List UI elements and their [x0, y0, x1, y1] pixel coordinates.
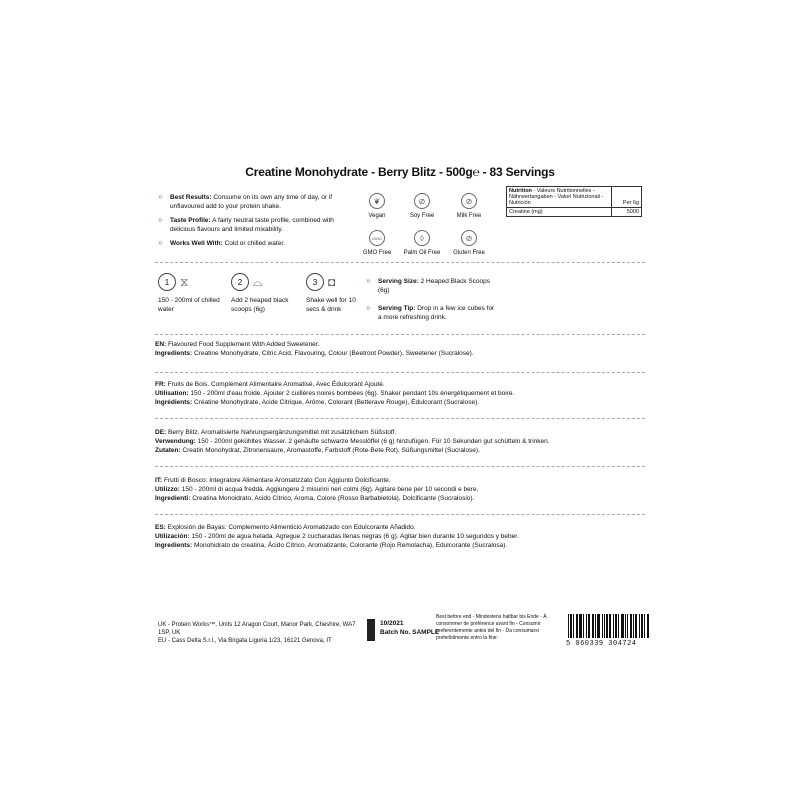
- date-marker: [367, 619, 375, 641]
- divider: [155, 372, 645, 373]
- bullet-taste-profile: [158, 216, 343, 234]
- step-number: 1: [158, 273, 176, 291]
- batch-number: Batch No. SAMPLE: [380, 629, 440, 636]
- gmo-icon: GMO: [369, 230, 385, 246]
- bullet-best-results: [158, 193, 343, 211]
- lang-block-de: DE: Berry Blitz. Aromatisierte Nahrungsergänzungsmittel mit zusätzlichem Süßstoff. Verwendung: 150 - 200ml gekühltes Wasser. 2 gehäufte schwarze Messlöffel (6 g) hinzufügen. Für 10 Sekunden gut schütteln & trinken. Zutaten: Creatin Monohydrat, Zitronensaure, Aromastoffe, Farbstoff (Rote-Bete Rot), Süßungsmittel (Sucralose).: [155, 429, 550, 454]
- step-number: 3: [306, 273, 324, 291]
- bullet-label: Taste Profile:: [170, 217, 211, 224]
- divider: [155, 418, 645, 419]
- bullet-text: Consume on its own any time of day, or if unflavoured add to your protein shake.: [170, 194, 333, 210]
- page-title: Creatine Monohydrate - Berry Blitz - 500g℮ - 83 Servings: [245, 165, 555, 179]
- lang-block-en: EN: Flavoured Food Supplement With Added Sweetener. Ingredients: Creatine Monohydrate, Citric Acid, Flavouring, Colour (Beetroot Powder), Sweetener (Sucralose).: [155, 341, 474, 357]
- milk-icon: ⊘: [461, 193, 477, 209]
- nutrition-per: Per 6g: [612, 187, 642, 208]
- info-bullets: [158, 193, 343, 248]
- step-text: Add 2 heaped black scoops (6g): [231, 297, 289, 313]
- wheat-icon: ⊘: [461, 230, 477, 246]
- footer-addresses: [158, 621, 363, 645]
- step-3: [306, 273, 366, 314]
- drop-icon: ◊: [414, 230, 430, 246]
- nutrition-row: [507, 208, 642, 217]
- soy-icon: ⊘: [414, 193, 430, 209]
- barcode-bar: [649, 614, 650, 638]
- nutrition-row-label: Creatine (mg): [507, 208, 612, 217]
- lang-block-es: ES: Explosión de Bayas: Complemento Alimenticio Aromatizado con Edulcorante Añadido. Utilización: 150 - 200ml de agua helada. Agregue 2 cucharadas llenas negras (6 g). Agitar bien durante 10 segundos y beber. Ingredients: Monohidrato de creatina, Ácido Cítrico, Aromatizante, Colorante (Rojo Remolacha), Edulcorante (Sucralosa).: [155, 524, 519, 549]
- nutrition-row-value: 5000: [612, 208, 642, 217]
- serving-info: [366, 277, 496, 322]
- step-text: 150 - 200ml of chilled water: [158, 297, 220, 313]
- step-text: Shake well for 10 secs & drink: [306, 297, 356, 313]
- step-number: 2: [231, 273, 249, 291]
- divider: [155, 334, 645, 335]
- step-1: [158, 273, 228, 314]
- lang-block-it: IT: Frutti di Bosco: Integratore Alimentare Aromatizzato Con Aggiunto Dolcificante. Utilizzo: 150 - 200ml di acqua fredda. Aggiungere 2 misurini neri colmi (6g). Agitare bene per 10 secondi e bere. Ingredienti: Creatina Monoidrato, Acido Citrico, Aroma, Colore (Rosso Barbabietola), Dolcificante (Sucralosio).: [155, 477, 479, 502]
- chevron-icon: »: [366, 303, 371, 312]
- divider: [155, 262, 645, 263]
- step-2: [231, 273, 301, 314]
- chevron-icon: »: [158, 215, 163, 224]
- best-before: Best before end - Mindestens haltbar bis Ende - À consommer de préférence avant fin - Consumir preferentemente antes del fin - Da consumarsi preferibilmente entro la fine:: [436, 614, 547, 641]
- lang-block-fr: FR: Fruits de Bois. Complément Alimentaire Aromatisé, Avec Édulcorant Ajouté. Utilisation: 150 - 200ml d'eau froide. Ajouter 2 cuillères noires bombées (6g). Shaker pendant 10s énergétiquement et boire. Ingrédients: Créatine Monohydrate, Acide Citrique, Arôme, Colorant (Betterave Rouge), Édulcorant (Sucralose).: [155, 381, 515, 406]
- badge-vegan: ❦ Vegan: [355, 193, 399, 219]
- nutrition-table: [506, 186, 642, 217]
- nutrition-header: Nutrition: [509, 188, 532, 194]
- badge-palm-oil-free: ◊ Palm Oil Free: [400, 230, 444, 256]
- serving-size: » Serving Size: 2 Heaped Black Scoops (6g): [366, 276, 491, 294]
- bullet-label: Best Results:: [170, 194, 212, 201]
- chevron-icon: »: [366, 276, 371, 285]
- bullet-text: A fairly neutral taste profile, combined with delicious flavours and limited mixability.: [170, 217, 334, 233]
- batch-info: [380, 619, 439, 637]
- chevron-icon: »: [158, 238, 163, 247]
- badge-gluten-free: ⊘ Gluten Free: [447, 230, 491, 256]
- divider: [155, 466, 645, 467]
- address-uk: UK - Protein Works™, Units 12 Aragon Court, Manor Park, Cheshire, WA7 1SP, UK: [158, 622, 356, 636]
- barcode-number: 5 060339 304724: [566, 640, 637, 648]
- bullet-works-well: [158, 239, 343, 248]
- badge-milk-free: ⊘ Milk Free: [447, 193, 491, 219]
- bullet-label: Works Well With:: [170, 240, 223, 247]
- serving-tip: » Serving Tip: Drop in a few ice cubes for a more refreshing drink.: [366, 303, 495, 321]
- glass-icon: ⧖: [180, 274, 189, 289]
- shaker-icon: ◘: [328, 275, 336, 289]
- batch-date: 10/2021: [380, 620, 404, 627]
- divider: [155, 514, 645, 515]
- badge-soy-free: ⊘ Soy Free: [400, 193, 444, 219]
- address-eu: EU - Cass Delta S.r.l., Via Brigata Liguria 1/23, 16121 Genova, IT: [158, 638, 332, 644]
- barcode: [568, 614, 650, 638]
- nutrition-header-langs: - Valeurs Nutritionnelles - Nährwertangaben - Valori Nutrizionali - Nutrición: [509, 188, 604, 206]
- badge-gmo-free: GMO GMO Free: [355, 230, 399, 256]
- bullet-text: Cold or chilled water.: [224, 240, 285, 247]
- scoop-icon: ⌓: [253, 274, 263, 289]
- chevron-icon: »: [158, 192, 163, 201]
- leaf-icon: ❦: [369, 193, 385, 209]
- nutrition-header-row: [507, 187, 642, 208]
